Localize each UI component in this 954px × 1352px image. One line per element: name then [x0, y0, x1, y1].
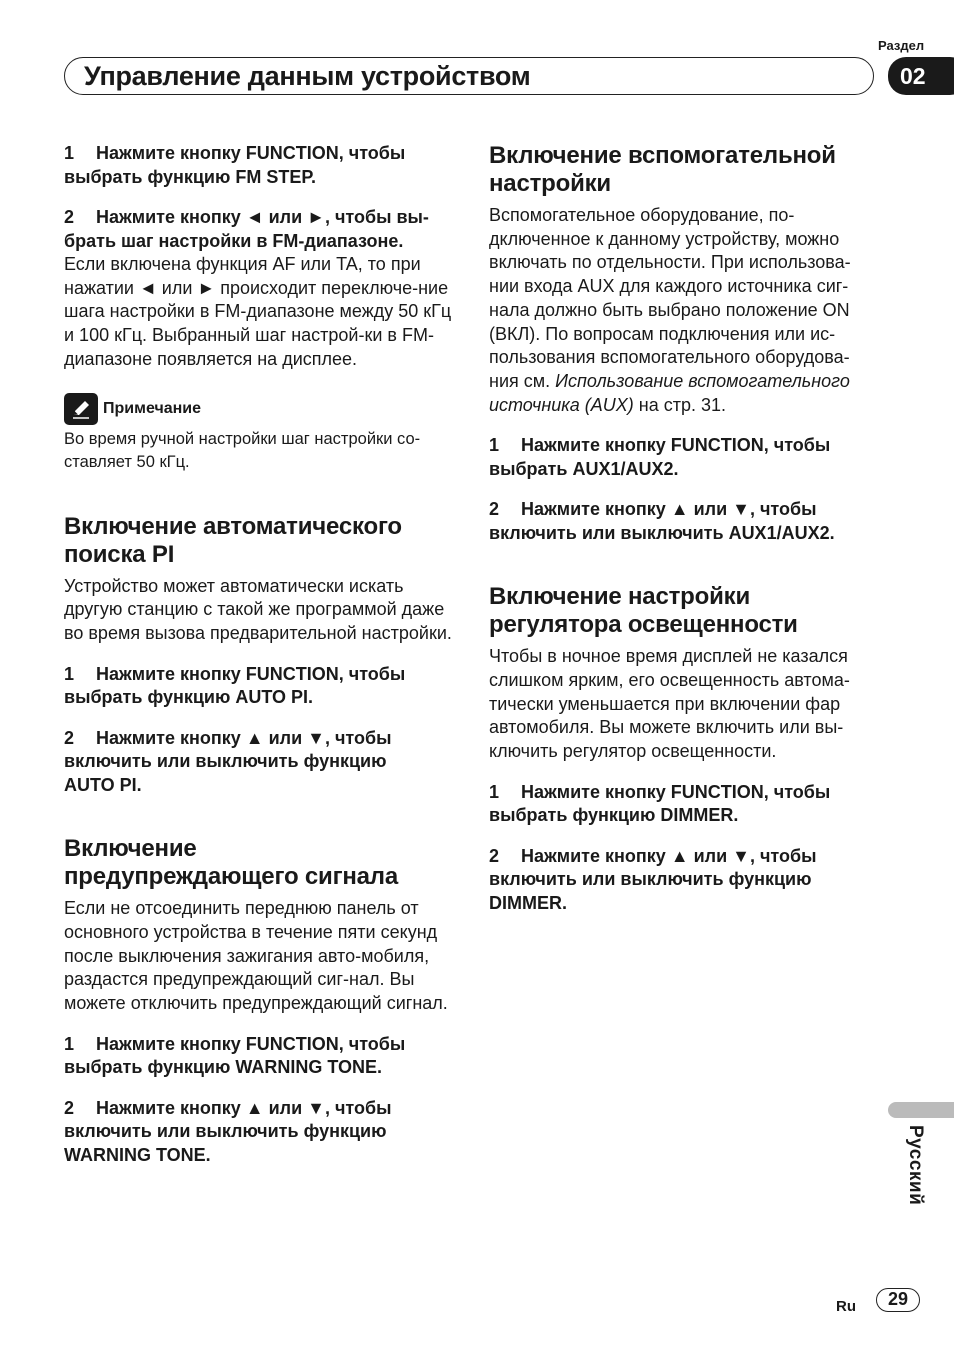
step-text: Нажмите кнопку ▲ или ▼, чтобы включить или выключить функцию DIMMER.	[489, 845, 817, 913]
left-column	[64, 142, 454, 1167]
dimmer-body: Чтобы в ночное время дисплей не казался слишком ярким, его освещенность автома-тически уменьшается при включении фар автомобиля. Вы можете включить или вы-ключить регулятор освещенности.	[489, 646, 850, 762]
step-number: 1	[64, 1033, 75, 1054]
step-text: Нажмите кнопку ◄ или ►, чтобы вы-брать шаг настройки в FM-диапазоне.	[64, 207, 429, 251]
warning-heading: Включение предупреждающего сигнала	[64, 835, 399, 891]
aux-body-text: Вспомогательное оборудование, по-дключенное к данному устройству, можно включать по отдельности. При использова-нии входа AUX для каждого источника сиг-нала должно быть выбрано положение ON (ВКЛ). По вопросам подключения или ис-пользования вспомогательного оборудова-ния см.	[489, 205, 851, 391]
warning-step-1	[64, 1033, 434, 1080]
step-text: Нажмите кнопку FUNCTION, чтобы выбрать функцию DIMMER.	[489, 781, 831, 826]
step-number: 2	[489, 845, 500, 866]
step-number: 1	[64, 663, 75, 684]
warning-body: Если не отсоединить переднюю панель от основного устройства в течение пяти секунд после выключения зажигания авто-мобиля, раздастся предупреждающий сиг-нал. Вы можете отключить предупреждающий сигнал.	[64, 898, 448, 1013]
step-text: Нажмите кнопку FUNCTION, чтобы выбрать функцию WARNING TONE.	[64, 1033, 406, 1078]
aux-body-reference: Использование вспомогательного источника (AUX)	[489, 370, 850, 415]
aux-step-1	[489, 434, 859, 481]
step-text: Нажмите кнопку ▲ или ▼, чтобы включить или выключить AUX1/AUX2.	[489, 499, 835, 543]
step-text: Нажмите кнопку ▲ или ▼, чтобы включить или выключить функцию WARNING TONE.	[64, 1097, 392, 1165]
pi-body: Устройство может автоматически искать другую станцию с такой же программой даже во время вызова предварительной настройки.	[64, 575, 452, 643]
section-label: Раздел	[878, 38, 925, 53]
dimmer-heading: Включение настройки регулятора освещенности	[489, 583, 798, 639]
step-number: 2	[489, 499, 500, 520]
aux-body	[489, 204, 879, 417]
aux-body-page: на стр. 31.	[633, 394, 726, 415]
step-number: 1	[489, 435, 500, 456]
aux-heading: Включение вспомогательной настройки	[489, 142, 836, 197]
step-number: 2	[64, 1097, 75, 1118]
step-number: 2	[64, 207, 75, 227]
step-number: 1	[64, 143, 75, 163]
fmstep-step-2	[64, 206, 449, 253]
note-text: Во время ручной настройки шаг настройки со-ставляет 50 кГц.	[64, 429, 421, 472]
fmstep-body: Если включена функция AF или TA, то при нажатии ◄ или ► происходит переключе-ние шага настройки в FM-диапазоне между 50 кГц и 100 кГц. Выбранный шаг настрой-ки в FM-диапазоне появляется на дисплее.	[64, 254, 452, 369]
dimmer-step-2	[489, 845, 849, 916]
dimmer-step-1	[489, 781, 859, 828]
section-number-badge: 02	[888, 57, 954, 95]
warning-step-2	[64, 1097, 424, 1168]
step-text: Нажмите кнопку ▲ или ▼, чтобы включить или выключить функцию AUTO PI.	[64, 727, 392, 795]
note-block	[64, 393, 454, 475]
language-label: Русский	[905, 1125, 926, 1206]
pi-step-1	[64, 663, 434, 710]
right-column	[489, 142, 879, 915]
step-number: 1	[489, 781, 500, 802]
note-label: Примечание	[103, 399, 202, 417]
note-header	[64, 393, 454, 425]
pi-step-2	[64, 727, 424, 798]
aux-step-2	[489, 498, 869, 545]
page-title: Управление данным устройством	[84, 61, 531, 91]
language-code: Ru	[836, 1298, 856, 1315]
step-number: 2	[64, 727, 75, 748]
note-pencil-icon	[64, 393, 98, 425]
fmstep-step-1	[64, 142, 434, 189]
pi-heading: Включение автоматического поиска PI	[64, 512, 402, 568]
step-text: Нажмите кнопку FUNCTION, чтобы выбрать функцию FM STEP.	[64, 143, 406, 187]
page-number: 29	[876, 1288, 920, 1312]
step-text: Нажмите кнопку FUNCTION, чтобы выбрать AUX1/AUX2.	[489, 435, 831, 479]
step-text: Нажмите кнопку FUNCTION, чтобы выбрать функцию AUTO PI.	[64, 663, 406, 708]
language-tab	[888, 1102, 954, 1118]
